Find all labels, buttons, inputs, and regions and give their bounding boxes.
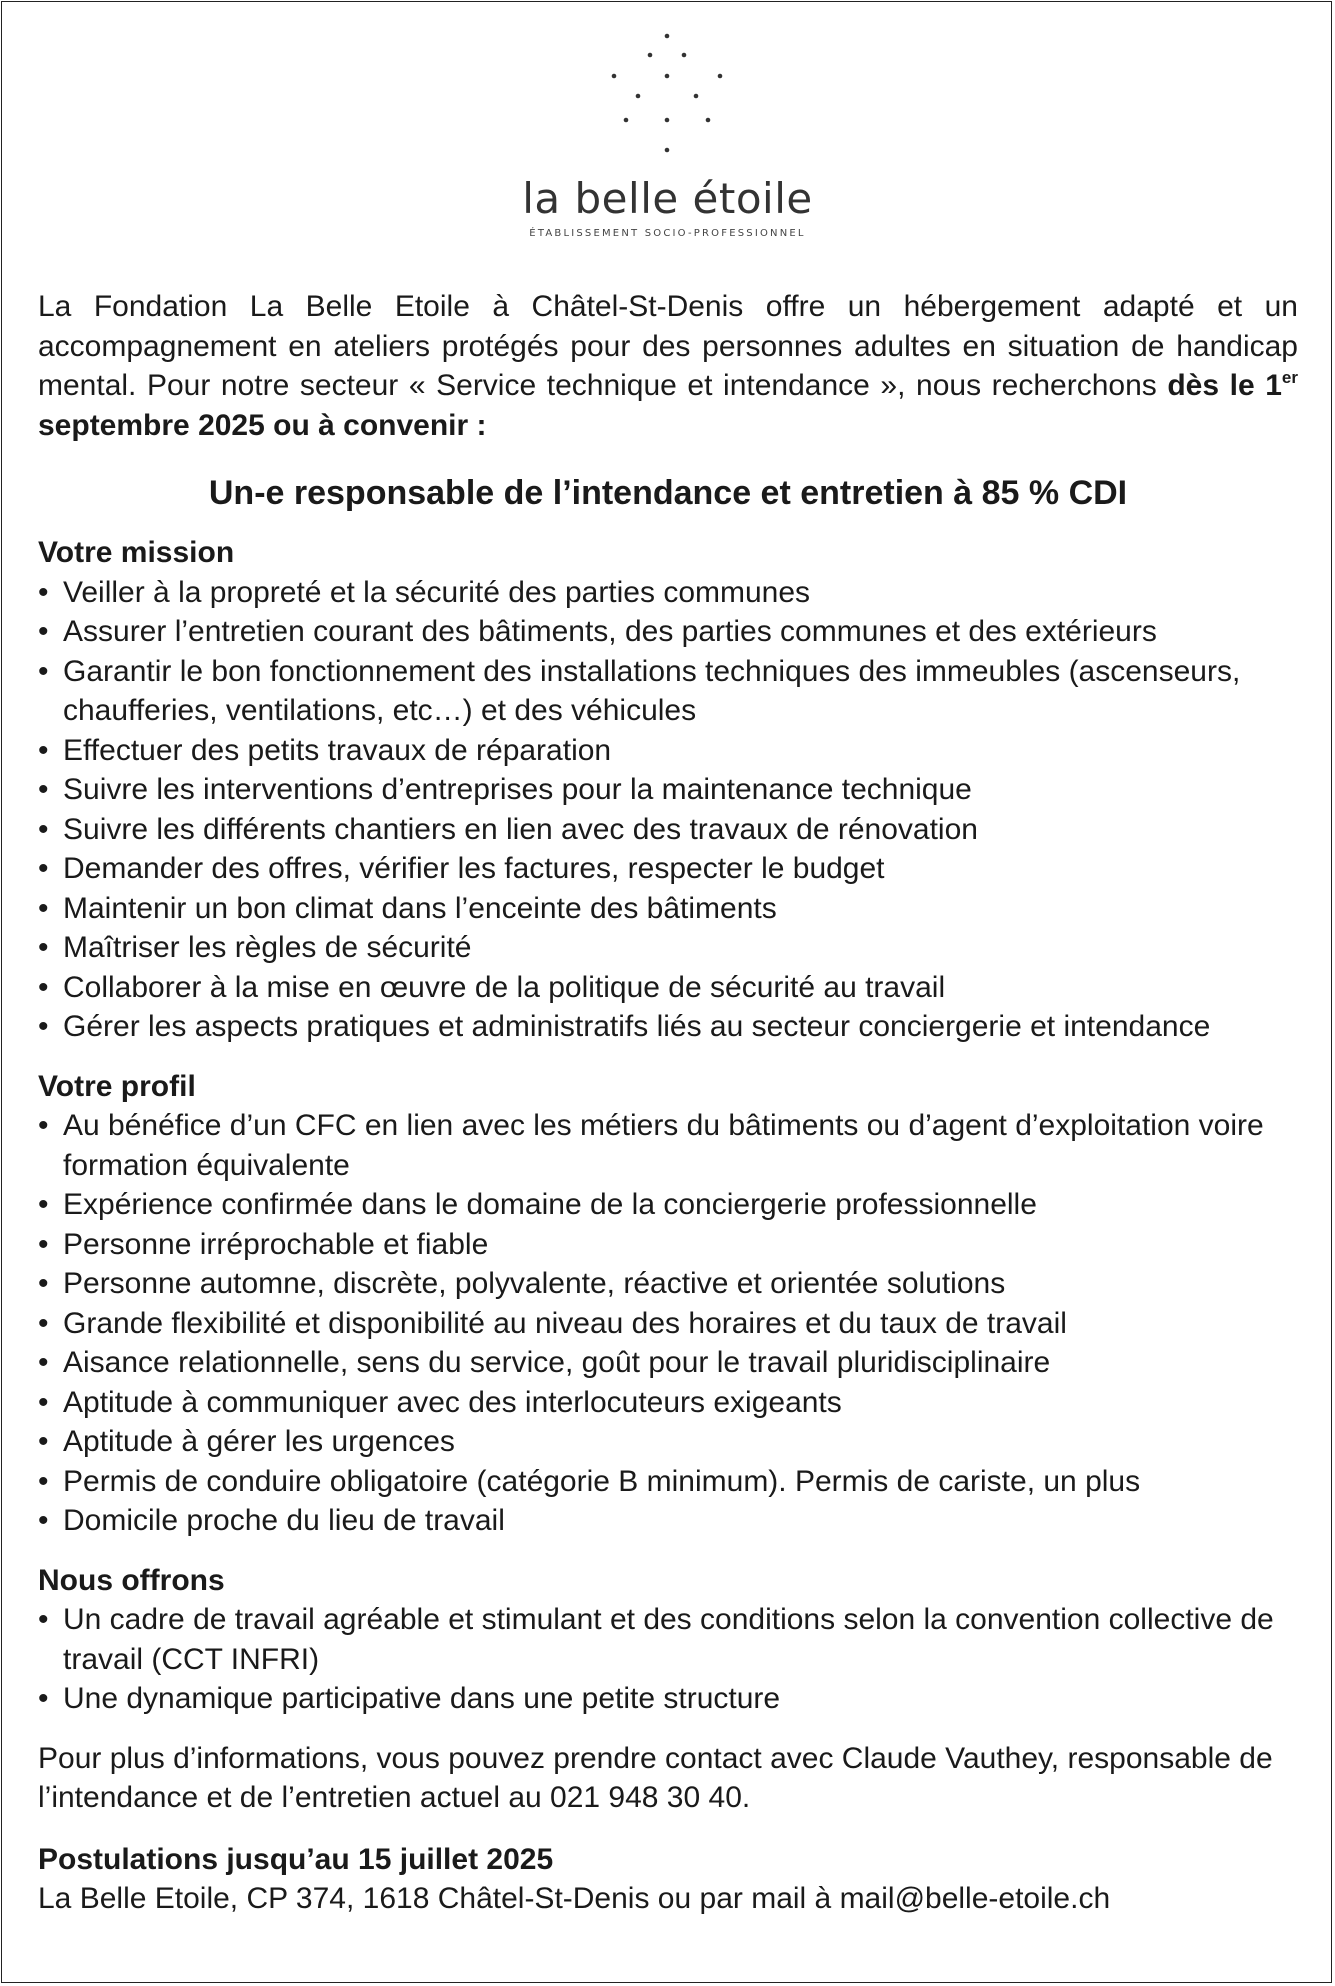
profile-heading: Votre profil [38, 1069, 196, 1103]
list-item: • Un cadre de travail agréable et stimulant et des conditions selon la convention collective de travail (CCT INFRI) [38, 1600, 1298, 1679]
list-item: • Suivre les interventions d’entreprises pour la maintenance technique [38, 770, 1298, 810]
job-title: Un-e responsable de l’intendance et entretien à 85 % CDI [208, 474, 1128, 512]
list-item: • Garantir le bon fonctionnement des installations techniques des immeubles (ascenseurs, chaufferies, ventilations, etc…) et des véhicules [38, 652, 1298, 731]
list-item: • Assurer l’entretien courant des bâtiments, des parties communes et des extérieurs [38, 612, 1298, 652]
mission-list [38, 573, 1298, 1047]
logo-wordmark: la belle étoile [522, 174, 813, 223]
ad-content [38, 287, 1298, 1919]
list-item: • Gérer les aspects pratiques et administratifs liés au secteur conciergerie et intendance [38, 1007, 1298, 1047]
logo-tagline: ÉTABLISSEMENT SOCIO-PROFESSIONNEL [529, 228, 806, 239]
list-item: • Maintenir un bon climat dans l’enceinte des bâtiments [38, 889, 1298, 929]
logo [0, 28, 1335, 238]
mission-heading: Votre mission [38, 536, 235, 569]
contact-paragraph: Pour plus d’informations, vous pouvez prendre contact avec Claude Vauthey, responsable de l’intendance et de l’entretien actuel au 021 948 30 40. [38, 1741, 1273, 1814]
profile-list [38, 1106, 1298, 1541]
list-item: • Domicile proche du lieu de travail [38, 1501, 1298, 1541]
list-item: • Expérience confirmée dans le domaine de la conciergerie professionnelle [38, 1185, 1298, 1225]
list-item: • Grande flexibilité et disponibilité au niveau des horaires et du taux de travail [38, 1304, 1298, 1344]
list-item: • Aisance relationnelle, sens du service, goût pour le travail pluridisciplinaire [38, 1343, 1298, 1383]
list-item: • Personne automne, discrète, polyvalente, réactive et orientée solutions [38, 1264, 1298, 1304]
offer-list [38, 1600, 1298, 1719]
offer-heading: Nous offrons [38, 1563, 225, 1597]
list-item: • Une dynamique participative dans une petite structure [38, 1679, 1298, 1719]
star-constellation-icon [600, 28, 735, 163]
intro-text: La Fondation La Belle Etoile à Châtel-St-Denis offre un hébergement adapté et un accompagnement en ateliers protégés pour des personnes adultes en situation de handicap mental. Pour notre secteur « Service technique et intendance », nous recherchons [38, 290, 1298, 402]
list-item: • Maîtriser les règles de sécurité [38, 928, 1298, 968]
application-deadline: Postulations jusqu’au 15 juillet 2025 [38, 1842, 554, 1876]
list-item: • Au bénéfice d’un CFC en lien avec les métiers du bâtiments ou d’agent d’exploitation voire formation équivalente [38, 1106, 1298, 1185]
list-item: • Aptitude à gérer les urgences [38, 1422, 1298, 1462]
list-item: • Permis de conduire obligatoire (catégorie B minimum). Permis de cariste, un plus [38, 1462, 1298, 1502]
application-address: La Belle Etoile, CP 374, 1618 Châtel-St-Denis ou par mail à mail@belle-etoile.ch [38, 1882, 1111, 1915]
list-item: • Aptitude à communiquer avec des interlocuteurs exigeants [38, 1383, 1298, 1423]
list-item: • Veiller à la propreté et la sécurité des parties communes [38, 573, 1298, 613]
list-item: • Effectuer des petits travaux de réparation [38, 731, 1298, 771]
list-item: • Suivre les différents chantiers en lien avec des travaux de rénovation [38, 810, 1298, 850]
list-item: • Personne irréprochable et fiable [38, 1225, 1298, 1265]
list-item: • Demander des offres, vérifier les factures, respecter le budget [38, 849, 1298, 889]
intro-paragraph [38, 287, 1298, 445]
list-item: • Collaborer à la mise en œuvre de la politique de sécurité au travail [38, 968, 1298, 1008]
start-date: dès le 1er septembre 2025 ou à convenir : [38, 368, 1298, 442]
